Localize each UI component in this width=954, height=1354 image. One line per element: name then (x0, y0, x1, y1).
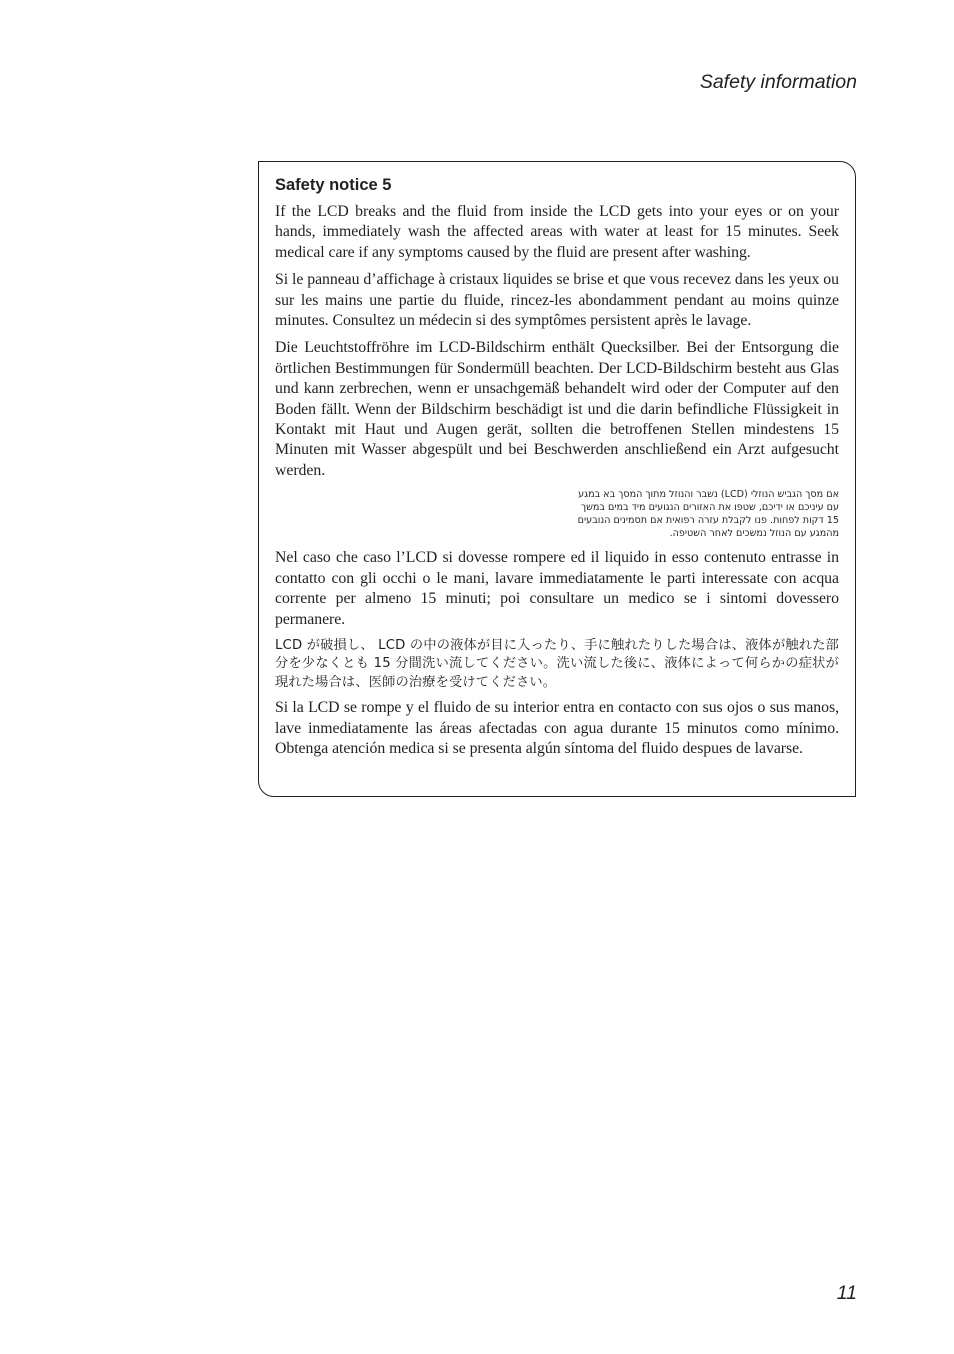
safety-notice-content (275, 174, 839, 766)
notice-paragraph-italian: Nel caso che caso l’LCD si dovesse rompere ed il liquido in esso contenuto entrasse in contatto con gli occhi o le mani, lavare immediatamente le parti interessate con acqua corrente per almeno 15 minuti; poi consultare un medico se i sintomi dovessero permanere. (275, 549, 839, 628)
safety-notice-box (258, 161, 856, 797)
notice-paragraph-french: Si le panneau d’affichage à cristaux liquides se brise et que vous recevez dans les yeux ou sur les mains une partie du fluide, rincez-les abondamment pendant au moins quinze minutes. Consultez un médecin si des symptômes persistent après le lavage. (275, 271, 839, 330)
notice-paragraph-german: Die Leuchtstoffröhre im LCD-Bildschirm enthält Quecksilber. Bei der Entsorgung die örtlichen Bestimmungen für Sondermüll beachten. Der LCD-Bildschirm besteht aus Glas und kann zerbrechen, wenn er unsachgemäß behandelt wird oder der Computer auf den Boden fällt. Wenn der Bildschirm beschädigt ist und die darin befindliche Flüssigkeit in Kontakt mit Haut und Augen gerät, sollten die betroffenen Stellen mindestens 15 Minuten mit Wasser abgespült und bei Beschwerden anschließend ein Arzt aufgesucht werden. (275, 339, 839, 479)
notice-paragraph-japanese: LCD が破損し、 LCD の中の液体が目に入ったり、手に触れたりした場合は、液体が触れた部分を少なくとも 15 分間洗い流してください。洗い流した後に、液体によって何らかの症状が現れた場合は、医師の治療を受けてください。 (275, 637, 839, 690)
running-header-section-title: Safety information (699, 71, 857, 93)
hebrew-line: עם עיניכם או ידיכם, שטפו את האזורים הנגועים מיד במים במשך (580, 502, 839, 514)
page-number: 11 (836, 1282, 857, 1304)
notice-paragraph-english: If the LCD breaks and the fluid from inside the LCD gets into your eyes or on your hands, immediately wash the affected areas with water at least for 15 minutes. Seek medical care if any symptoms caused by the fluid are present after washing. (275, 203, 839, 261)
hebrew-line: אם מסך הגביש הנוזלי (LCD) נשבר והנוזל מתוך המסך בא במגע (578, 489, 839, 501)
safety-notice-title: Safety notice 5 (275, 176, 392, 194)
notice-paragraph-hebrew (275, 488, 839, 540)
hebrew-line: 15 דקות לפחות. פנו לקבלת עזרה רפואית אם תסמינים הנובעים (577, 515, 839, 527)
notice-paragraph-spanish: Si la LCD se rompe y el fluido de su interior entra en contacto con sus ojos o sus manos, lave inmediatamente las áreas afectadas con agua durante 15 minutos como mínimo. Obtenga atención medica si se presenta algún síntoma del fluido despues de lavarse. (275, 699, 839, 757)
hebrew-line: מהמגע עם הנוזל נמשכים לאחר השטיפה. (669, 528, 839, 540)
